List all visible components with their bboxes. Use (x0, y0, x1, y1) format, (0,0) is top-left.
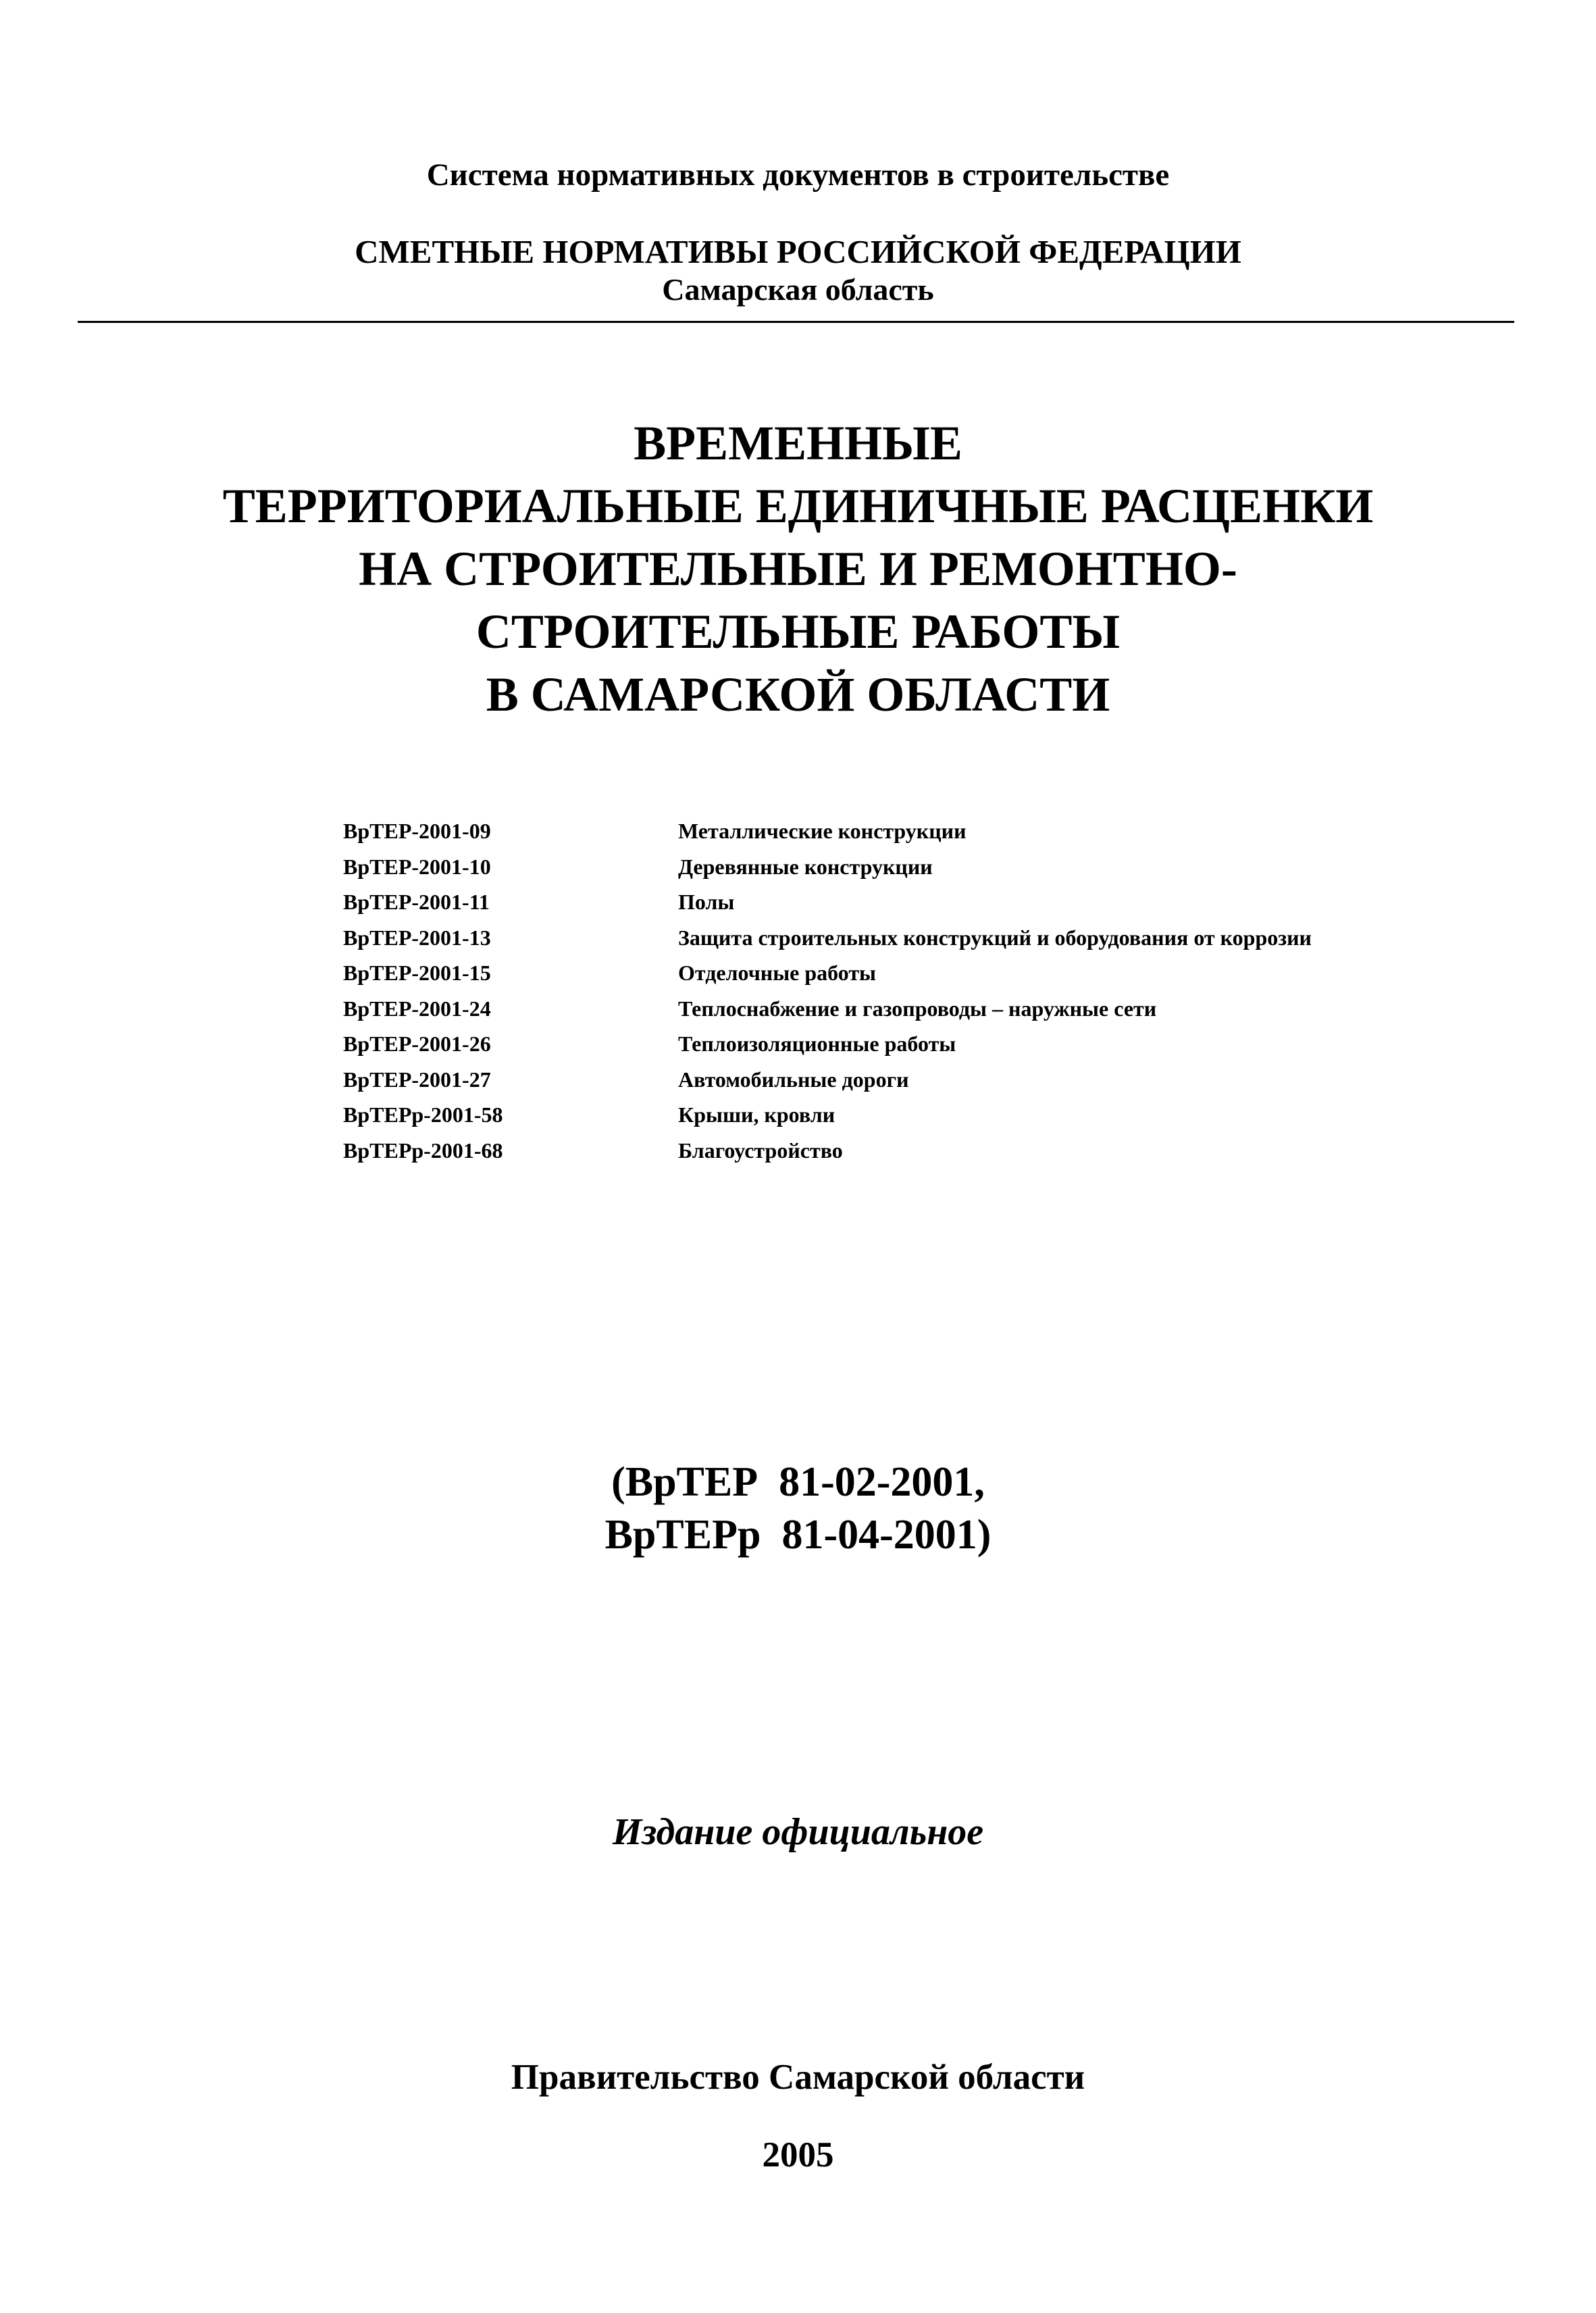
collection-name: Крыши, кровли (678, 1102, 835, 1127)
collection-name: Автомобильные дороги (678, 1067, 909, 1092)
title-line: ТЕРРИТОРИАЛЬНЫЕ ЕДИНИЧНЫЕ РАСЦЕНКИ (222, 479, 1374, 533)
title-line: ВРЕМЕННЫЕ (634, 416, 962, 470)
collection-code: ВрТЕР-2001-10 (343, 854, 491, 879)
edition-note: Издание официальное (612, 1811, 984, 1853)
collection-row (343, 996, 1559, 1032)
collection-name: Деревянные конструкции (678, 854, 933, 879)
title-line: В САМАРСКОЙ ОБЛАСТИ (486, 667, 1110, 721)
document-code-line: (ВрТЕР 81-02-2001, (611, 1459, 985, 1505)
region-heading: Самарская область (662, 272, 934, 307)
collection-code: ВрТЕР-2001-11 (343, 890, 490, 914)
collection-code: ВрТЕР-2001-09 (343, 819, 491, 843)
collection-row (343, 819, 1559, 855)
collection-code: ВрТЕР-2001-13 (343, 925, 491, 950)
collection-name: Металлические конструкции (678, 819, 967, 843)
collection-name: Теплоснабжение и газопроводы – наружные сети (678, 996, 1157, 1021)
collection-row (343, 1067, 1559, 1103)
publication-year: 2005 (762, 2135, 834, 2175)
collection-name: Благоустройство (678, 1138, 843, 1163)
collections-list (343, 819, 1559, 1173)
collection-code: ВрТЕР-2001-26 (343, 1032, 491, 1056)
collection-name: Теплоизоляционные работы (678, 1032, 956, 1056)
collection-name: Защита строительных конструкций и оборудования от коррозии (678, 925, 1312, 950)
collection-row (343, 961, 1559, 996)
header-divider (78, 321, 1514, 323)
collection-code: ВрТЕР-2001-15 (343, 961, 491, 985)
collection-code: ВрТЕРр-2001-58 (343, 1102, 503, 1127)
document-code-line: ВрТЕРр 81-04-2001) (604, 1512, 992, 1558)
publisher: Правительство Самарской области (511, 2058, 1085, 2097)
collection-row (343, 1138, 1559, 1174)
title-line: СТРОИТЕЛЬНЫЕ РАБОТЫ (475, 605, 1121, 659)
document-title (0, 412, 1596, 726)
collection-row (343, 890, 1559, 925)
collection-row (343, 1102, 1559, 1138)
collection-code: ВрТЕР-2001-24 (343, 996, 491, 1021)
collection-code: ВрТЕРр-2001-68 (343, 1138, 503, 1163)
document-codes (0, 1456, 1596, 1561)
federation-heading: СМЕТНЫЕ НОРМАТИВЫ РОССИЙСКОЙ ФЕДЕРАЦИИ (355, 233, 1241, 270)
collection-code: ВрТЕР-2001-27 (343, 1067, 491, 1092)
collection-row (343, 925, 1559, 961)
collection-row (343, 855, 1559, 890)
collection-name: Отделочные работы (678, 961, 877, 985)
collection-name: Полы (678, 890, 735, 914)
system-heading: Система нормативных документов в строительстве (426, 157, 1170, 193)
collection-row (343, 1032, 1559, 1067)
title-line: НА СТРОИТЕЛЬНЫЕ И РЕМОНТНО- (359, 542, 1237, 596)
